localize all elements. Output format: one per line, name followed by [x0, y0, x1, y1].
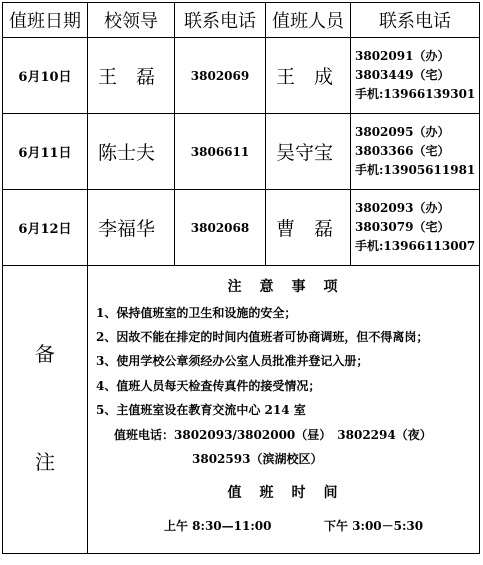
notes-item: 2、因故不能在排定的时间内值班者可协商调班，但不得离岗； — [96, 330, 429, 344]
staff-name: 曹 磊 — [266, 190, 351, 266]
header-staff: 值班人员 — [266, 3, 351, 38]
header-leader-phone: 联系电话 — [175, 3, 266, 38]
duty-time-afternoon: 下午 3:00－5:30 — [324, 519, 424, 533]
leader-name: 李福华 — [88, 190, 175, 266]
leader-name: 陈士夫 — [88, 114, 175, 190]
staff-name: 王 成 — [266, 38, 351, 114]
mobile-phone: 手机:13966139301 — [355, 87, 476, 101]
leader-phone: 3802069 — [175, 38, 266, 114]
duty-time-morning: 上午 8:30—11:00 — [164, 519, 272, 533]
duty-table — [2, 2, 480, 554]
notes-label-bottom: 注 — [35, 450, 55, 474]
mobile-phone: 手机:13966113007 — [355, 239, 476, 253]
header-row — [3, 3, 480, 38]
notes-label — [3, 266, 88, 554]
mobile-phone: 手机:13905611981 — [355, 163, 476, 177]
notes-row — [3, 266, 480, 554]
leader-phone: 3806611 — [175, 114, 266, 190]
duty-date: 6月10日 — [3, 38, 88, 114]
office-phone: 3802095（办） — [355, 125, 450, 139]
table-row — [3, 190, 480, 266]
office-phone: 3802093（办） — [355, 201, 450, 215]
header-date: 值班日期 — [3, 3, 88, 38]
notes-item: 3、使用学校公章须经办公室人员批准并登记入册； — [96, 354, 369, 368]
leader-name: 王 磊 — [88, 38, 175, 114]
table-row — [3, 114, 480, 190]
office-phone: 3802091（办） — [355, 49, 450, 63]
duty-date: 6月11日 — [3, 114, 88, 190]
header-contact: 联系电话 — [351, 3, 480, 38]
notes-title: 注 意 事 项 — [227, 279, 340, 295]
duty-schedule — [2, 2, 479, 561]
header-leader: 校领导 — [88, 3, 175, 38]
staff-name: 吴守宝 — [266, 114, 351, 190]
notes-item: 4、值班人员每天检查传真件的接受情况； — [96, 379, 321, 393]
table-row — [3, 38, 480, 114]
notes-item: 5、主值班室设在教育交流中心 214 室 — [96, 403, 306, 417]
home-phone: 3803079（宅） — [355, 220, 450, 234]
staff-contact — [351, 38, 480, 114]
home-phone: 3803449（宅） — [355, 68, 450, 82]
duty-date: 6月12日 — [3, 190, 88, 266]
notes-label-top: 备 — [35, 342, 55, 366]
notes-item: 1、保持值班室的卫生和设施的安全； — [96, 306, 297, 320]
staff-contact — [351, 190, 480, 266]
duty-phone-line: 值班电话：3802093/3802000（昼） 3802294（夜） — [114, 428, 432, 442]
duty-phone-campus: 3802593（滨湖校区） — [192, 452, 323, 466]
leader-phone: 3802068 — [175, 190, 266, 266]
duty-time-title: 值 班 时 间 — [227, 485, 340, 501]
home-phone: 3803366（宅） — [355, 144, 450, 158]
staff-contact — [351, 114, 480, 190]
notes-content — [88, 266, 480, 554]
